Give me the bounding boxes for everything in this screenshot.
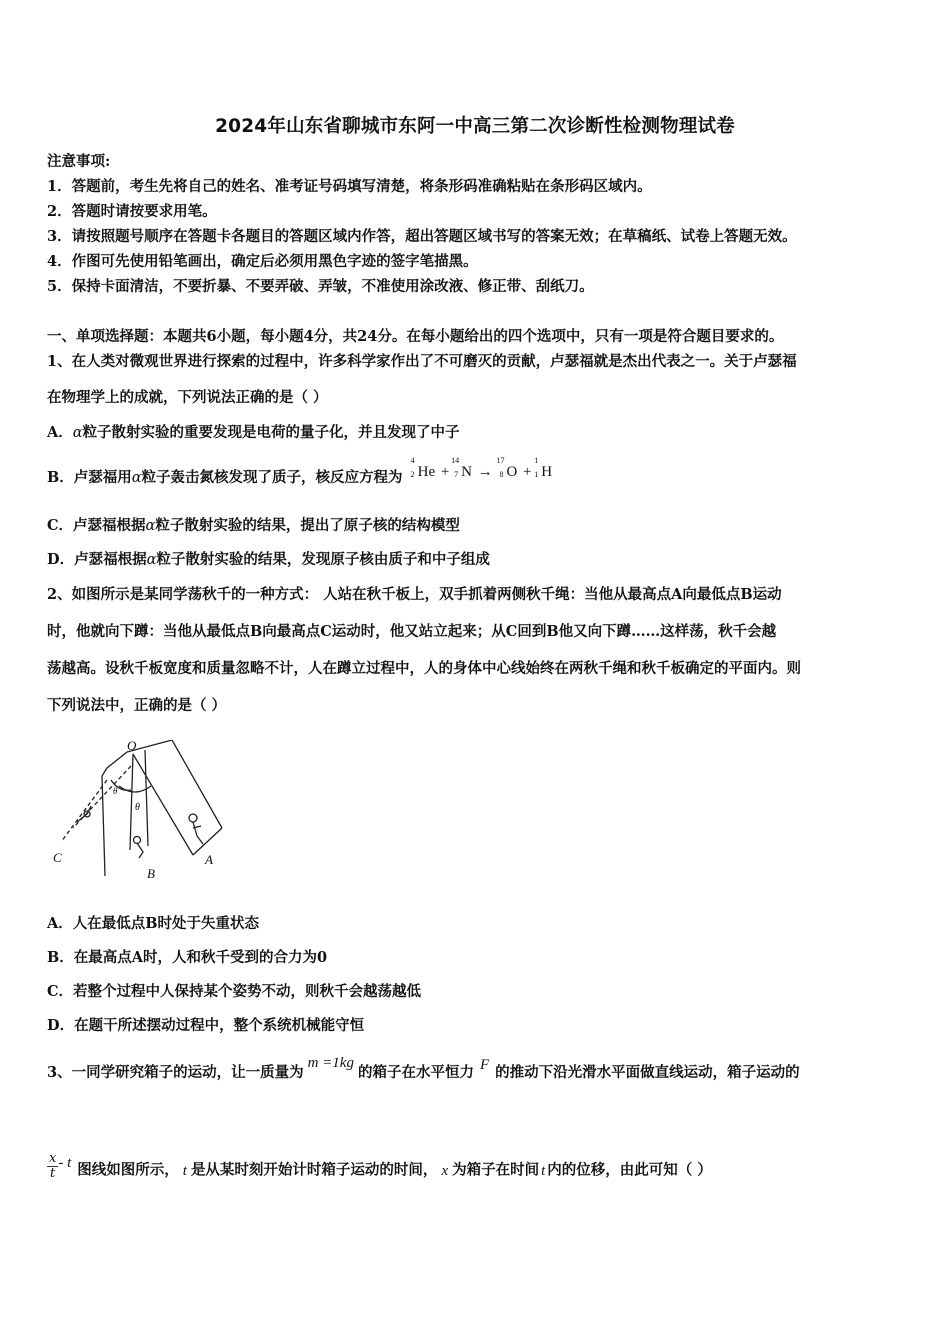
reaction-arrow: → bbox=[477, 464, 493, 480]
swing-board bbox=[193, 828, 222, 855]
x-over-t-fraction: $\frac{x}{t}$ bbox=[49, 1151, 57, 1181]
x-symbol: x bbox=[441, 1162, 449, 1179]
q3-text: 是从某时刻开始计时箱子运动的时间， bbox=[190, 1161, 438, 1179]
q3-text: 3、一同学研究箱子的运动，让一质量为 bbox=[47, 1064, 304, 1081]
rope-line bbox=[145, 750, 148, 846]
q3-stem bbox=[47, 1151, 712, 1185]
rope-line bbox=[130, 754, 133, 850]
hydrogen-nucleus: 1 1 H bbox=[534, 456, 553, 480]
swing-frame-line bbox=[102, 776, 105, 876]
mass-value: m =1kg bbox=[307, 1055, 354, 1071]
alpha-symbol: α bbox=[146, 552, 157, 568]
swing-frame-line bbox=[102, 752, 127, 776]
q1-stem: 在物理学上的成就，下列说法正确的是（ ） bbox=[47, 389, 328, 406]
q3-text: 图线如图所示， bbox=[77, 1161, 179, 1179]
q2-option-c: C．若整个过程中人保持某个姿势不动，则秋千会越荡越低 bbox=[47, 983, 422, 1000]
notice-item: 5．保持卡面清洁，不要折暴、不要弄破、弄皱，不准使用涂改液、修正带、刮纸刀。 bbox=[47, 278, 594, 295]
q2-option-a: A．人在最低点B时处于失重状态 bbox=[47, 915, 260, 932]
q3-text: 内的位移，由此可知（ ） bbox=[547, 1161, 712, 1179]
q2-stem: 荡越高。设秋千板宽度和质量忽略不计，人在蹲立过程中，人的身体中心线始终在两秋千绳和秋千板确定的平面内。则 bbox=[47, 660, 801, 677]
page-title: 2024年山东省聊城市东阿一中高三第二次诊断性检测物理试卷 bbox=[215, 116, 735, 137]
q2-stem: 下列说法中，正确的是（ ） bbox=[47, 697, 227, 714]
point-label-c: C bbox=[53, 850, 62, 865]
point-label-a: A bbox=[205, 852, 213, 867]
notice-heading: 注意事项: bbox=[47, 153, 111, 170]
plus-sign: + bbox=[440, 464, 450, 480]
q3-text: 的推动下沿光滑水平面做直线运动，箱子运动的 bbox=[495, 1064, 800, 1081]
person-icon bbox=[189, 814, 197, 822]
q1-option-a bbox=[47, 423, 460, 443]
t-symbol: t bbox=[182, 1162, 187, 1179]
section-heading: 一、单项选择题：本题共6小题，每小题4分，共24分。在每小题给出的四个选项中，只有一项是符合题目要求的。 bbox=[47, 328, 784, 345]
force-symbol: F bbox=[479, 1057, 490, 1073]
q2-stem: 时，他就向下蹲：当他从最低点B向最高点C运动时，他又站立起来；从C回到B他又向下蹲……这样荡，秋千会越 bbox=[47, 623, 777, 640]
alpha-symbol: α bbox=[145, 518, 156, 534]
nuclear-equation bbox=[410, 456, 554, 480]
t-symbol: - t bbox=[58, 1154, 72, 1171]
q2-stem: 2、如图所示是某同学荡秋千的一种方式： 人站在秋千板上，双手抓着两侧秋千绳：当他从最高点A向最低点B运动 bbox=[47, 586, 782, 603]
plus-sign: + bbox=[523, 464, 532, 480]
notice-item: 3．请按照题号顺序在答题卡各题目的答题区域内作答，超出答题区域书写的答案无效；在草稿纸、试卷上答题无效。 bbox=[47, 228, 797, 245]
person-icon bbox=[134, 837, 141, 844]
rope-line bbox=[172, 740, 222, 828]
q1-option-b bbox=[47, 456, 554, 488]
person-icon bbox=[193, 822, 203, 844]
helium-nucleus: 4 2 He bbox=[410, 456, 436, 480]
point-label-o: O bbox=[127, 740, 137, 753]
q3-stem bbox=[47, 1055, 800, 1083]
nitrogen-nucleus: 14 7 N bbox=[451, 456, 472, 480]
oxygen-nucleus: 17 8 O bbox=[496, 456, 518, 480]
notice-item: 4．作图可先使用铅笔画出，确定后必须用黑色字迹的签字笔描黑。 bbox=[47, 253, 478, 270]
alpha-symbol: α bbox=[131, 470, 142, 486]
t-symbol: t bbox=[541, 1162, 546, 1179]
q2-option-d: D．在题干所述摆动过程中，整个系统机械能守恒 bbox=[47, 1017, 365, 1034]
q2-option-b: B．在最高点A时，人和秋千受到的合力为0 bbox=[47, 949, 328, 966]
person-icon bbox=[137, 843, 143, 858]
option-text: 粒子轰击氮核发现了质子，核反应方程为 bbox=[141, 469, 403, 486]
rope-line bbox=[133, 754, 193, 855]
option-text: 粒子散射实验的结果，发现原子核由质子和中子组成 bbox=[156, 551, 490, 568]
q1-stem: 1、在人类对微观世界进行探索的过程中，许多科学家作出了不可磨灭的贡献，卢瑟福就是杰出代表之一。关于卢瑟福 bbox=[47, 353, 797, 370]
swing-diagram bbox=[47, 740, 237, 880]
point-label-b: B bbox=[147, 866, 155, 880]
q1-option-c bbox=[47, 516, 460, 536]
q3-text: 为箱子在时间 bbox=[452, 1161, 540, 1179]
option-text: 粒子散射实验的结果，提出了原子核的结构模型 bbox=[155, 517, 460, 534]
option-text: 粒子散射实验的重要发现是电荷的量子化，并且发现了中子 bbox=[82, 424, 460, 441]
option-label: D．卢瑟福根据 bbox=[47, 551, 147, 568]
angle-label-theta: θ bbox=[135, 802, 140, 813]
option-label: C．卢瑟福根据 bbox=[47, 517, 146, 534]
notice-item: 1．答题前，考生先将自己的姓名、准考证号码填写清楚，将条形码准确粘贴在条形码区域内。 bbox=[47, 178, 652, 195]
alpha-symbol: α bbox=[72, 425, 83, 441]
angle-label-theta: θ bbox=[113, 786, 118, 796]
option-label: A． bbox=[47, 424, 73, 441]
q1-option-d bbox=[47, 550, 490, 570]
q3-text: 的箱子在水平恒力 bbox=[357, 1064, 474, 1081]
notice-item: 2．答题时请按要求用笔。 bbox=[47, 203, 217, 220]
option-label: B．卢瑟福用 bbox=[47, 469, 132, 486]
rope-line bbox=[61, 780, 107, 842]
